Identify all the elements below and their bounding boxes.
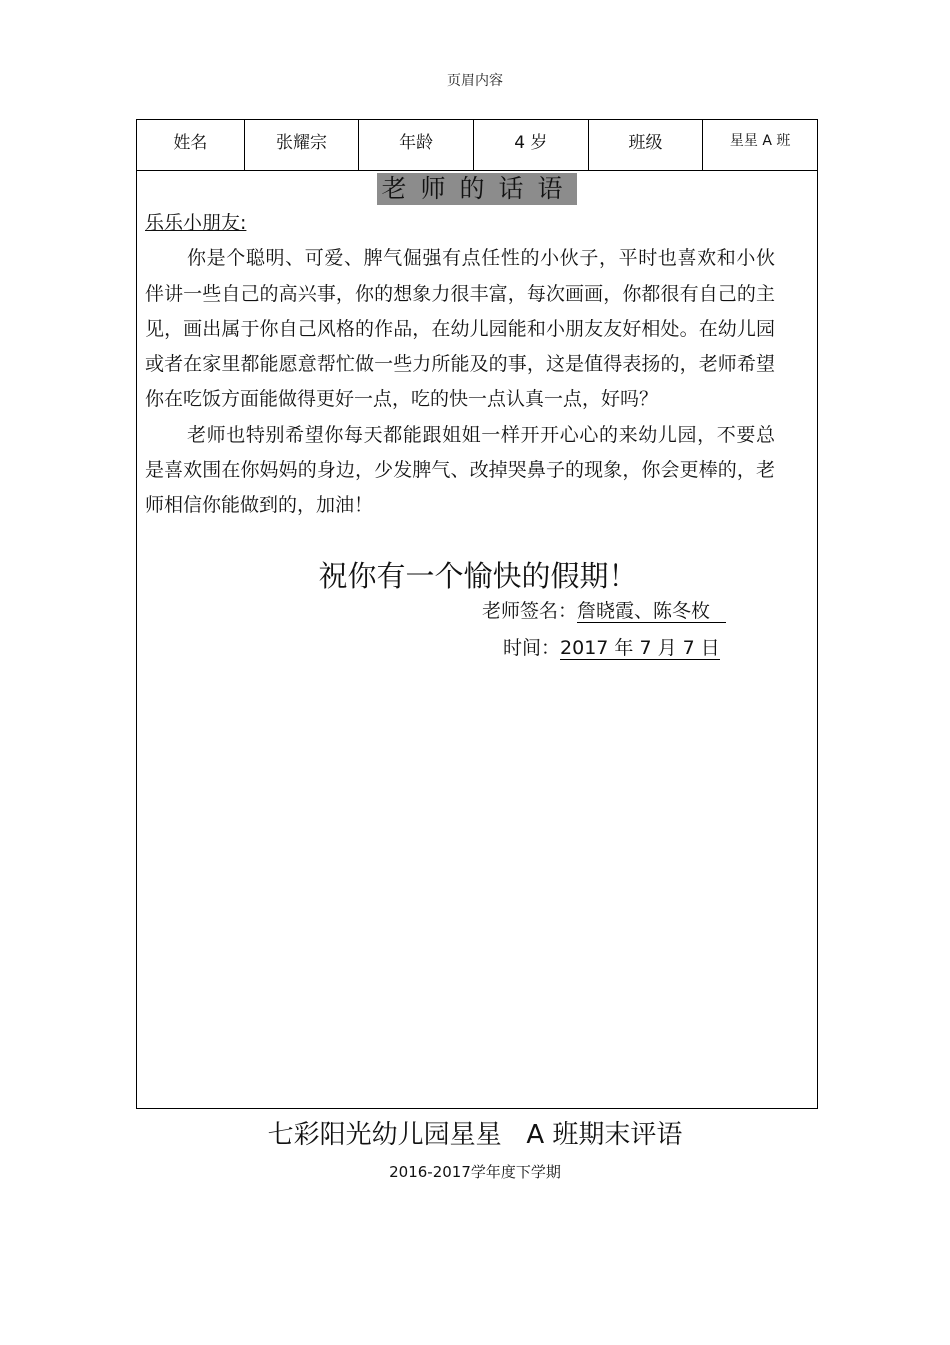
signature-label: 老师签名：: [482, 600, 578, 622]
class-label: 班级: [589, 120, 704, 170]
date-value: 2017 年 7 月 7 日: [560, 637, 720, 659]
student-info-row: [137, 120, 817, 171]
comment-body: [145, 206, 775, 524]
age-label: 年龄: [359, 120, 474, 170]
evaluation-form: [136, 119, 818, 1109]
age-value: 4 岁: [474, 120, 589, 170]
comment-heading: 老师的话语: [377, 173, 576, 205]
comment-heading-wrap: [137, 173, 817, 205]
holiday-wish: 祝你有一个愉快的假期！: [318, 559, 638, 593]
footer-title: 七彩阳光幼儿园星星 A 班期末评语: [267, 1120, 683, 1150]
page-header: 页眉内容: [447, 73, 503, 89]
greeting: 乐乐小朋友:: [145, 212, 247, 234]
name-label: 姓名: [137, 120, 245, 170]
date-line: [503, 633, 720, 660]
signature-value: 詹晓霞、陈冬枚: [577, 600, 726, 623]
class-value: 星星 A 班: [729, 133, 791, 149]
comment-paragraph-1: 你是个聪明、可爱、脾气倔强有点任性的小伙子，平时也喜欢和小伙伴讲一些自己的高兴事，你的想象力很丰富，每次画画，你都很有自己的主见，画出属于你自己风格的作品，在幼儿园能和小朋友友好相处。在幼儿园或者在家里都能愿意帮忙做一些力所能及的事，这是值得表扬的，老师希望你在吃饭方面能做得更好一点，吃的快一点认真一点，好吗？: [145, 247, 775, 411]
name-value: 张耀宗: [245, 120, 360, 170]
date-label: 时间：: [503, 637, 561, 659]
signature-line: [482, 596, 726, 623]
footer-subtitle: 2016-2017学年度下学期: [389, 1163, 561, 1181]
comment-paragraph-2: 老师也特别希望你每天都能跟姐姐一样开开心心的来幼儿园，不要总是喜欢围在你妈妈的身边，少发脾气、改掉哭鼻子的现象，你会更棒的，老师相信你能做到的，加油！: [145, 423, 775, 517]
